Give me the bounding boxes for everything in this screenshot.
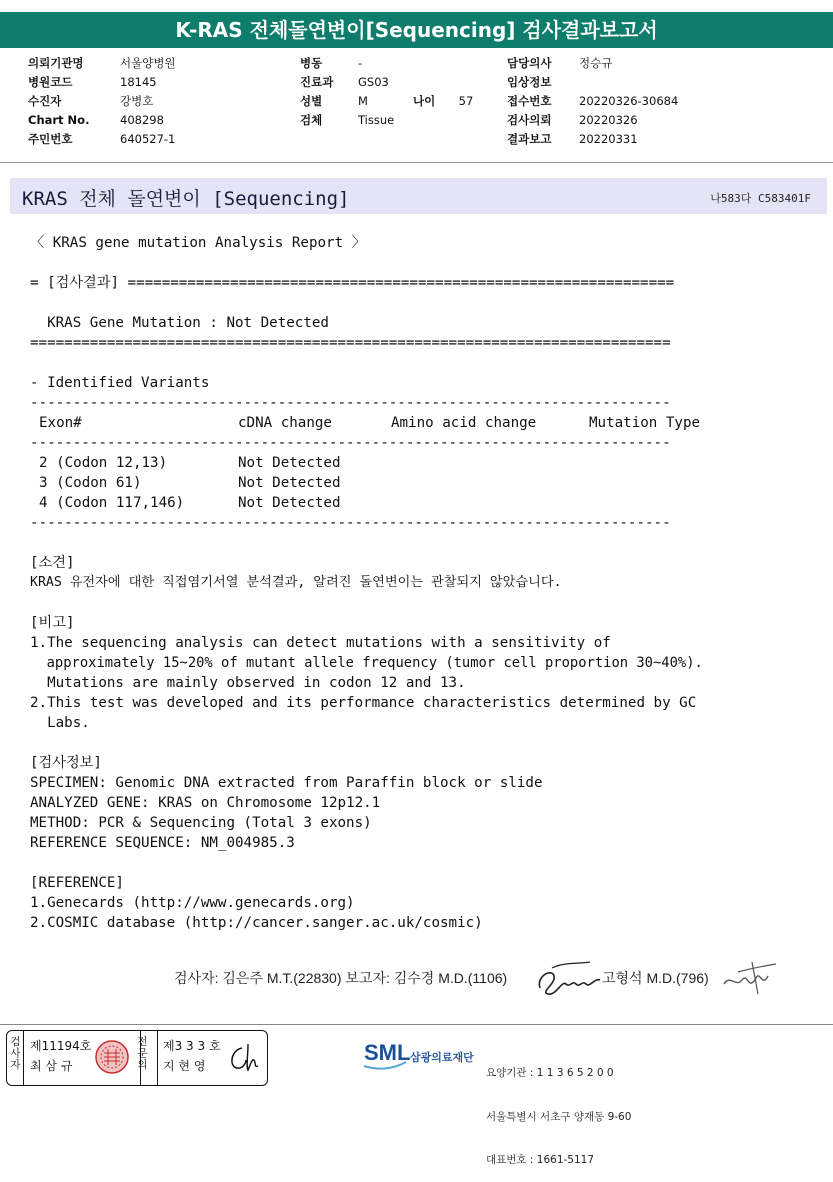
info-value: 408298: [120, 113, 164, 127]
info-label: 병원코드: [28, 75, 73, 89]
variants-rule-mid: ---------------------------------------------------------------------------: [30, 435, 671, 451]
result-rule: ===========================================================================: [30, 335, 671, 351]
findings-text: KRAS 유전자에 대한 직접염기서열 분석결과, 알려진 돌연변이는 관찰되지 않았습니다.: [30, 575, 562, 590]
stamp1-line2: 최 삼 규: [30, 1059, 73, 1073]
info-label: 의뢰기관명: [28, 56, 84, 70]
info-label: Chart No.: [28, 113, 90, 127]
sml-logo-text: SML: [364, 1040, 411, 1065]
testinfo-specimen: SPECIMEN: Genomic DNA extracted from Paraffin block or slide: [30, 775, 543, 791]
patient-info-col1: [28, 54, 176, 149]
info-value: 20220326-30684: [579, 94, 679, 108]
stamp-col-label-specialist: [136, 1036, 148, 1071]
patient-info-col3: [507, 54, 678, 149]
variants-rule-bottom: ---------------------------------------------------------------------------: [30, 515, 671, 531]
info-row: [28, 73, 176, 92]
report-subtitle: KRAS 전체 돌연변이 [Sequencing]: [22, 188, 350, 210]
info-row: [28, 92, 176, 111]
findings-label: [소견]: [30, 555, 75, 571]
info-row: [507, 92, 678, 111]
result-header-rule: = [검사결과] ================================================================: [30, 275, 675, 291]
org-info: [486, 1037, 631, 1182]
age-value: 57: [458, 94, 474, 108]
patient-info-col2: [300, 54, 394, 130]
stamp2-line1: 제3 3 3 호: [163, 1039, 221, 1053]
result-line: KRAS Gene Mutation : Not Detected: [30, 315, 329, 331]
variants-title: - Identified Variants: [30, 375, 210, 391]
info-value: Tissue: [358, 113, 395, 127]
info-row: [300, 54, 394, 73]
info-row: [300, 92, 394, 111]
report-heading: 〈 KRAS gene mutation Analysis Report 〉: [30, 235, 366, 251]
stamp2-line2: 지 현 영: [163, 1059, 206, 1073]
stamp-col1-text: 검사자: [9, 1036, 21, 1071]
signature-1: [534, 958, 604, 1000]
age-field: [413, 92, 473, 111]
info-row: [300, 111, 394, 130]
info-label: 임상정보: [507, 75, 552, 89]
info-label: 수진자: [28, 94, 62, 108]
org-name: 삼광의료재단: [410, 1051, 474, 1064]
info-row: [28, 130, 176, 149]
info-label: 접수번호: [507, 94, 552, 108]
col-header-amino: Amino acid change: [391, 415, 537, 431]
footer-divider: [0, 1024, 833, 1025]
info-row: [300, 73, 394, 92]
reference-link: 2.COSMIC database (http://cancer.sanger.ac.uk/cosmic): [30, 915, 483, 931]
info-value: 20220331: [579, 132, 638, 146]
info-row: [507, 130, 678, 149]
info-label: 결과보고: [507, 132, 552, 146]
stamp1-line1: 제11194호: [30, 1039, 92, 1053]
info-value: 정승규: [579, 56, 613, 70]
report-title-bar: K-RAS 전체돌연변이[Sequencing] 검사결과보고서: [0, 12, 833, 48]
remark-line: approximately 15~20% of mutant allele frequency (tumor cell proportion 30~40%).: [30, 655, 703, 671]
info-label: 검사의뢰: [507, 113, 552, 127]
org-info-line: 서울특별시 서초구 양재동 9-60: [486, 1110, 632, 1123]
info-value: -: [358, 56, 363, 70]
stamp-col-label-tester: [9, 1036, 21, 1071]
info-value: 서울양병원: [120, 56, 176, 70]
info-value: 20220326: [579, 113, 638, 127]
table-row-cdna: Not Detected: [238, 475, 341, 491]
signature-3: [224, 1040, 264, 1076]
info-value: 640527-1: [120, 132, 176, 146]
col-header-cdna: cDNA change: [238, 415, 332, 431]
header-divider: [0, 162, 833, 163]
table-row-exon: 2 (Codon 12,13): [39, 455, 168, 471]
col-header-mutation-type: Mutation Type: [589, 415, 701, 431]
report-code: 나583다 C583401F: [710, 192, 811, 205]
reference-link: 1.Genecards (http://www.genecards.org): [30, 895, 355, 911]
variants-rule-top: ---------------------------------------------------------------------------: [30, 395, 671, 411]
info-value: 18145: [120, 75, 157, 89]
org-info-line: 요양기관 : 1 1 3 6 5 2 0 0: [486, 1067, 614, 1079]
info-label: 담당의사: [507, 56, 552, 70]
table-row-exon: 3 (Codon 61): [39, 475, 142, 491]
col-header-exon: Exon#: [39, 415, 82, 431]
testinfo-label: [검사정보]: [30, 755, 102, 771]
info-label: 성별: [300, 94, 323, 108]
age-label: 나이: [413, 94, 436, 108]
info-row: [507, 54, 678, 73]
info-label: 주민번호: [28, 132, 73, 146]
info-row: [28, 54, 176, 73]
info-label: 병동: [300, 56, 323, 70]
stamp-col2-text: 전문의: [136, 1036, 148, 1071]
remark-line: 2.This test was developed and its performance characteristics determined by GC: [30, 695, 697, 711]
info-label: 진료과: [300, 75, 334, 89]
remark-line: Mutations are mainly observed in codon 12 and 13.: [30, 675, 466, 691]
seal-stamp-icon: [94, 1039, 130, 1075]
remarks-label: [비고]: [30, 615, 75, 631]
signer-line: 검사자: 김은주 M.T.(22830) 보고자: 김수경 M.D.(1106): [174, 970, 508, 986]
signer-second: 고형석 M.D.(796): [602, 970, 709, 986]
info-value: M: [358, 94, 368, 108]
testinfo-gene: ANALYZED GENE: KRAS on Chromosome 12p12.1: [30, 795, 381, 811]
sml-logo-icon: [362, 1034, 411, 1072]
info-row: [28, 111, 176, 130]
testinfo-method: METHOD: PCR & Sequencing (Total 3 exons): [30, 815, 372, 831]
table-row-exon: 4 (Codon 117,146): [39, 495, 185, 511]
info-value: GS03: [358, 75, 389, 89]
info-label: 검체: [300, 113, 323, 127]
remark-line: 1.The sequencing analysis can detect mutations with a sensitivity of: [30, 635, 611, 651]
testinfo-reference-seq: REFERENCE SEQUENCE: NM_004985.3: [30, 835, 295, 851]
org-info-line: 대표번호 : 1661-5117: [486, 1154, 595, 1166]
info-row: [507, 111, 678, 130]
remark-line: Labs.: [30, 715, 90, 731]
info-row: [507, 73, 678, 92]
table-row-cdna: Not Detected: [238, 495, 341, 511]
table-row-cdna: Not Detected: [238, 455, 341, 471]
signature-2: [718, 958, 780, 998]
reference-label: [REFERENCE]: [30, 875, 124, 891]
info-value: 강병호: [120, 94, 154, 108]
